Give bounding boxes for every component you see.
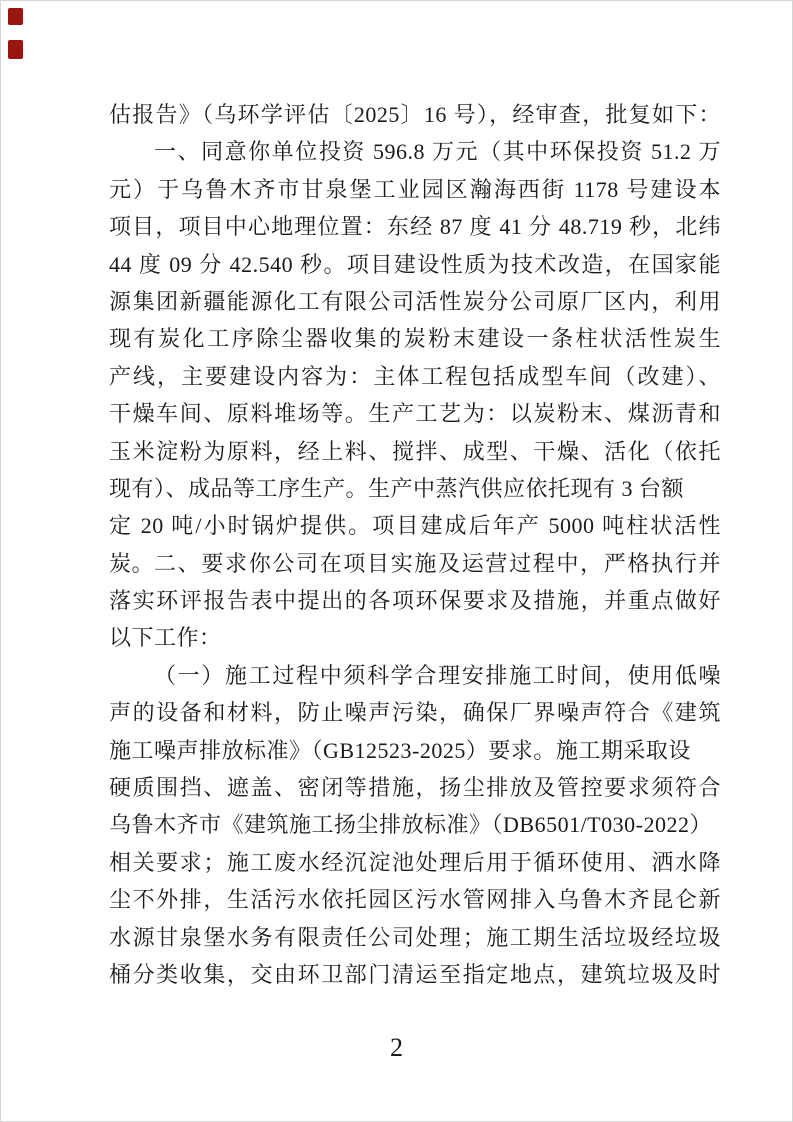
text-line: （一）施工过程中须科学合理安排施工时间，使用低噪 xyxy=(154,662,721,688)
text-line: 尘不外排，生活污水依托园区污水管网排入乌鲁木齐昆仑新 xyxy=(109,887,721,913)
text-line: 乌鲁木齐市《建筑施工扬尘排放标准》（DB6501/T030-2022） xyxy=(109,812,712,838)
text-line: 硬质围挡、遮盖、密闭等措施，扬尘排放及管控要求须符合 xyxy=(109,775,721,801)
text-line: 源集团新疆能源化工有限公司活性炭分公司原厂区内，利用 xyxy=(109,288,721,314)
page-number: 2 xyxy=(390,1033,403,1062)
text-line: 现有炭化工序除尘器收集的炭粉末建设一条柱状活性炭生 xyxy=(109,326,721,352)
text-line: 以下工作： xyxy=(109,625,222,651)
text-line: 一、同意你单位投资 596.8 万元（其中环保投资 51.2 万 xyxy=(154,139,721,165)
text-line: 项目，项目中心地理位置：东经 87 度 41 分 48.719 秒，北纬 xyxy=(109,214,721,240)
text-line: 施工噪声排放标准》（GB12523-2025）要求。施工期采取设 xyxy=(109,737,691,763)
text-line: 现有）、成品等工序生产。生产中蒸汽供应依托现有 3 台额 xyxy=(109,475,685,501)
text-line: 估报告》（乌环学评估〔2025〕16 号），经审查，批复如下： xyxy=(109,102,721,127)
text-line: 元）于乌鲁木齐市甘泉堡工业园区瀚海西街 1178 号建设本 xyxy=(109,176,721,202)
text-line: 声的设备和材料，防止噪声污染，确保厂界噪声符合《建筑 xyxy=(109,700,721,726)
text-line: 落实环评报告表中提出的各项环保要求及措施，并重点做好 xyxy=(109,588,721,614)
text-line: 相关要求；施工废水经沉淀池处理后用于循环使用、洒水降 xyxy=(109,849,721,875)
text-block xyxy=(109,96,721,993)
text-line: 水源甘泉堡水务有限责任公司处理；施工期生活垃圾经垃圾 xyxy=(109,924,721,950)
text-line: 干燥车间、原料堆场等。生产工艺为：以炭粉末、煤沥青和 xyxy=(109,401,721,427)
text-line: 二、要求你公司在项目实施及运营过程中，严格执行并 xyxy=(154,550,721,576)
red-scan-mark xyxy=(8,40,23,59)
text-line: 产线，主要建设内容为：主体工程包括成型车间（改建）、 xyxy=(109,363,721,389)
text-line: 定 20 吨/小时锅炉提供。项目建成后年产 5000 吨柱状活性炭。 xyxy=(109,513,721,576)
text-line: 桶分类收集，交由环卫部门清运至指定地点，建筑垃圾及时 xyxy=(109,961,721,987)
text-line: 44 度 09 分 42.540 秒。项目建设性质为技术改造，在国家能 xyxy=(109,251,721,277)
red-scan-mark xyxy=(8,8,23,25)
text-line: 玉米淀粉为原料，经上料、搅拌、成型、干燥、活化（依托 xyxy=(109,438,721,464)
